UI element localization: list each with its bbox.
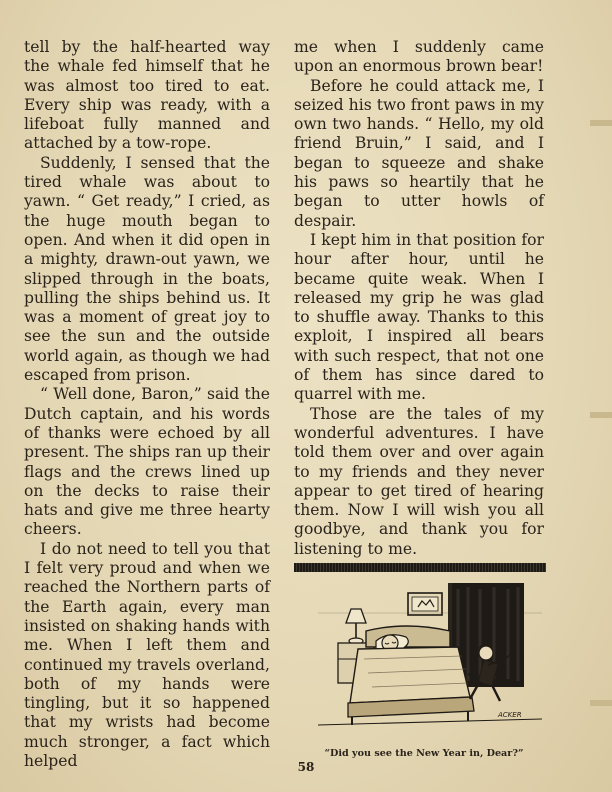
page-edge-mark — [590, 120, 612, 126]
right-column — [294, 38, 544, 559]
right-paragraph-1: me when I suddenly came upon an enormous brown bear! — [294, 38, 544, 76]
drunk-man — [479, 646, 493, 660]
left-paragraph-1: tell by the half-hearted way the whale fed himself that he was almost too tired to eat. Every ship was ready, with a lifeboat fully manned and attached by a tow-rope. — [24, 38, 270, 153]
cartoonist-signature: ACKER — [498, 711, 522, 719]
lamp — [346, 609, 366, 623]
right-paragraph-3: I kept him in that position for hour after hour, until he became quite weak. When I released my grip he was glad to shuffle away. Thanks to this exploit, I inspired all bears with such respect, that not one of them has since dared to quarrel with me. — [294, 230, 544, 404]
page-number: 58 — [297, 760, 315, 774]
right-paragraph-4: Those are the tales of my wonderful adventures. I have told them over and over again to my friends and they never appear to get tired of hearing them. Now I will wish you all goodbye, and thank you for listening to me. — [294, 404, 544, 558]
right-paragraph-2: Before he could attack me, I seized his two front paws in my own two hands. “ Hello, my old friend Bruin,” I said, and I began to squeeze and shake his paws so heartily that he began to utter howls of despair. — [294, 76, 544, 230]
page-edge-mark — [590, 412, 612, 418]
page-edge-mark — [590, 700, 612, 706]
section-divider — [294, 563, 546, 572]
left-paragraph-4: I do not need to tell you that I felt very proud and when we reached the Northern parts of the Earth again, every man insisted on shaking hands with me. When I left them and continued my travels overland, both of my hands were tingling, but it so happened that my wrists had become much stronger, a fact which helped — [24, 539, 270, 770]
cartoon-illustration — [318, 583, 542, 733]
cartoon-caption: “Did you see the New Year in, Dear?” — [324, 748, 524, 759]
left-column — [24, 38, 270, 771]
left-paragraph-3: “ Well done, Baron,” said the Dutch captain, and his words of thanks were echoed by all present. The ships ran up their flags and the crews lined up on the decks to raise their hats and give me three hearty cheers. — [24, 385, 270, 539]
left-paragraph-2: Suddenly, I sensed that the tired whale was about to yawn. “ Get ready,” I cried, as the huge mouth began to open. And when it did open in a mighty, drawn-out yawn, we slipped through in the boats, pulling the ships behind us. It was a moment of great joy to see the sun and the outside world again, as though we had escaped from prison. — [24, 153, 270, 385]
